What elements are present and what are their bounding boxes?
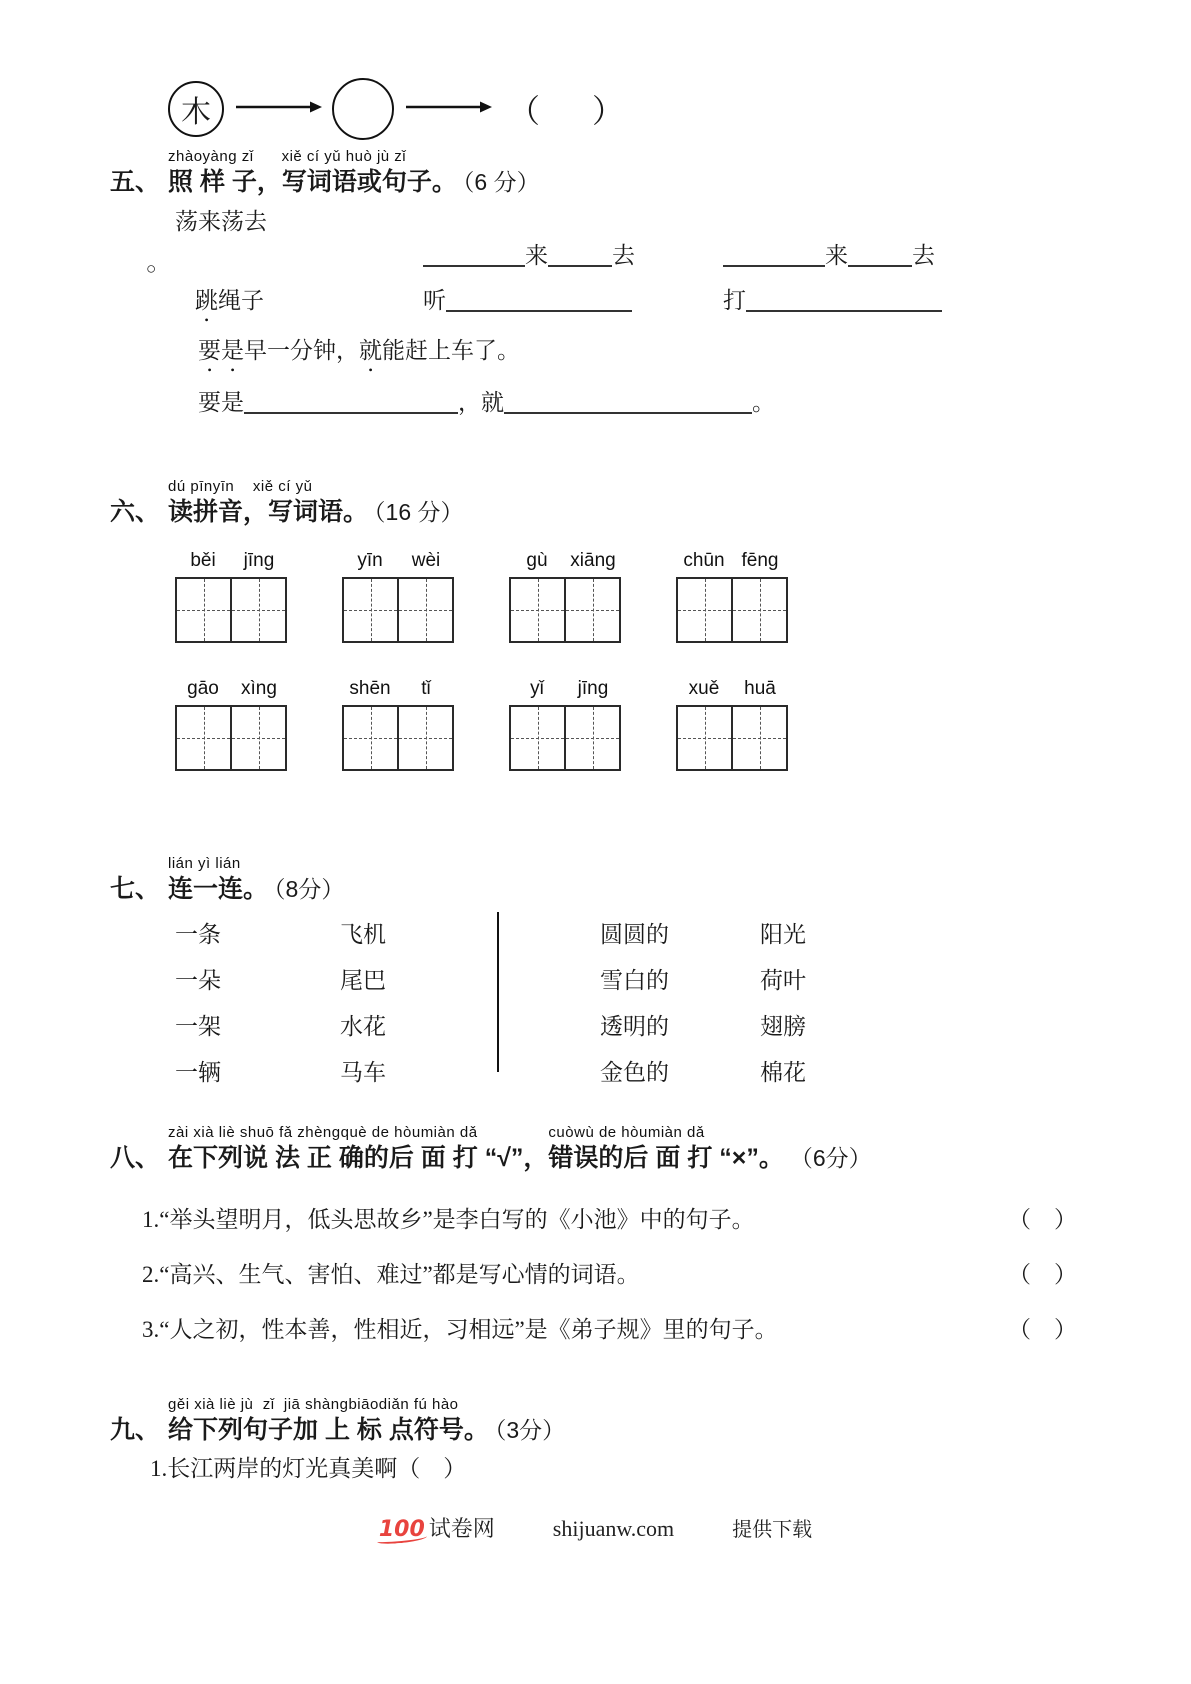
fill-pattern-4: 打 [700,250,942,352]
writing-grid [342,705,454,771]
section-pinyin: gěi xià liè jù zǐ jiā shàngbiāodiǎn fú hào [168,1396,459,1413]
match-item: 一条 [175,922,221,947]
pinyin-word [676,550,788,643]
example-marker: ○ [146,259,157,278]
writing-grid [509,705,621,771]
section-score: （16 分） [374,499,464,525]
statement-text: 2.“高兴、生气、害怕、难过”都是写心情的词语。 [142,1262,640,1287]
pinyin-word [676,678,788,771]
answer-bracket: （ ） [508,93,625,129]
section-7-header [110,855,344,905]
pinyin-label: běi jīng [190,550,275,571]
match-item: 飞机 [340,922,386,947]
match-item: 荷叶 [760,968,806,993]
section-title: 连一连。 [168,875,269,903]
answer-bracket: （ ） [1008,1317,1077,1342]
writing-grid [175,577,287,643]
writing-grid [676,577,788,643]
footer-logo: 100 [379,1517,429,1542]
pinyin-label: gù xiāng [526,550,616,571]
section-pinyin: cuòwù de hòumiàn dǎ [548,1124,705,1141]
section-score: （6分） [789,1145,872,1171]
section-score: （6 分） [462,169,540,195]
section-score: （3分） [494,1417,566,1443]
section-pinyin: zhàoyàng zǐ xiě cí yǔ huò jù zǐ [168,148,407,165]
statement-text: 3.“人之初，性本善，性相近，习相远”是《弟子规》里的句子。 [142,1317,778,1342]
match-column-nouns-right [760,912,806,1096]
pinyin-word [175,550,287,643]
section-9-header [110,1396,565,1446]
statement-item [142,1315,1077,1345]
section-title: 读拼音，写词语。 [168,498,369,526]
section-title: 错误的后 面 打 “×”。 [548,1144,784,1172]
empty-circle [332,78,394,140]
match-item: 阳光 [760,922,806,947]
section-title: 给下列句子加 上 标 点符号。 [168,1416,489,1444]
section-number: 八、 [110,1144,161,1172]
section-pinyin: dú pīnyīn xiě cí yǔ [168,478,313,495]
match-item: 一朵 [175,968,221,993]
punctuation-item: 1.长江两岸的灯光真美啊（ ） [150,1456,467,1481]
footer-suffix: 提供下载 [732,1519,813,1541]
writing-grid [509,577,621,643]
arrow-icon [404,100,492,119]
section-5-header [110,148,540,198]
footer-domain: shijuanw.com [552,1516,675,1541]
pinyin-word [509,678,621,771]
example-sentence: 要是早一分钟，就能赶上车了。 [198,338,520,363]
fill-blank [504,388,752,414]
section-6-header [110,478,464,528]
example-word: 跳绳子 [195,288,264,313]
fill-pattern-1: 来 去 [400,205,635,307]
match-item: 一架 [175,1014,221,1039]
section-title: 照 样 子，写词语或句子。 [168,168,457,196]
pinyin-word-row-1 [175,550,788,643]
seed-character: 木 [181,96,211,129]
pinyin-label: gāo xìng [187,678,277,699]
writing-grid [175,705,287,771]
answer-bracket: （ ） [1008,1207,1077,1232]
arrow-icon [234,100,322,119]
writing-grid [342,577,454,643]
section-number: 六、 [110,498,161,526]
section-title: 在下列说 法 正 确的后 面 打 “√”， [168,1144,549,1172]
pinyin-word-row-2 [175,678,788,771]
writing-grid [676,705,788,771]
footer-site-name: 试卷网 [428,1516,495,1541]
match-column-measures [175,912,221,1096]
statement-text: 1.“举头望明月，低头思故乡”是李白写的《小池》中的句子。 [142,1207,755,1232]
pinyin-word [342,678,454,771]
section-8-header [110,1124,872,1174]
match-item: 尾巴 [340,968,386,993]
pinyin-word [342,550,454,643]
statement-item [142,1260,1077,1290]
match-item: 圆圆的 [600,922,669,947]
match-item: 棉花 [760,1060,806,1085]
match-item: 透明的 [600,1014,669,1039]
section-pinyin: lián yì lián [168,855,241,872]
fill-pattern-2: 来 去 [700,205,935,307]
pinyin-label: yǐ jīng [530,678,609,699]
section-pinyin: zài xià liè shuō fǎ zhèngquè de hòumiàn dǎ [168,1124,478,1141]
match-item: 翅膀 [760,1014,806,1039]
match-column-nouns-left [340,912,386,1096]
pinyin-label: yīn wèi [357,550,441,571]
footer-brand [379,1512,495,1543]
pinyin-word [509,550,621,643]
answer-bracket: （ ） [1008,1262,1077,1287]
section-number: 九、 [110,1416,161,1444]
divider-line [497,912,499,1072]
pinyin-label: shēn tǐ [349,678,431,699]
example-word: 荡来荡去 [175,209,267,234]
pinyin-label: xuě huā [688,678,776,699]
seed-character-circle [168,81,224,137]
match-item: 马车 [340,1060,386,1085]
fill-sentence: 要是 ，就 。 [198,390,775,415]
match-column-adjectives [600,912,669,1096]
statement-item [142,1205,1077,1235]
fill-blank [746,286,942,312]
pinyin-label: chūn fēng [683,550,779,571]
section-score: （8分） [274,876,345,902]
footer [0,1512,1191,1543]
match-item: 一辆 [175,1060,221,1085]
character-diagram [168,78,624,140]
fill-blank [244,388,458,414]
fill-pattern-3: 听 [400,250,632,352]
match-item: 水花 [340,1014,386,1039]
section-number: 七、 [110,875,161,903]
match-item: 金色的 [600,1060,669,1085]
match-item: 雪白的 [600,968,669,993]
pinyin-word [175,678,287,771]
section-number: 五、 [110,168,161,196]
